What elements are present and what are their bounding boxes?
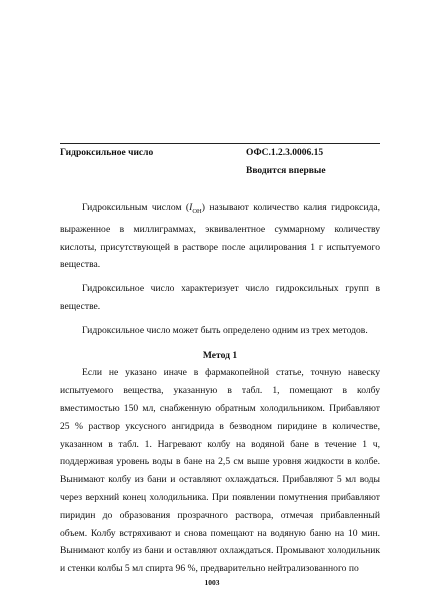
page-number: 1003: [204, 578, 220, 587]
definition-text-end: ) называют количество калия гидроксида, выраженное в миллиграммах, эквивалентное суммарному количеству кислоты, присутствующей в растворе после ацилирования 1 г испытуемого вещества.: [60, 202, 380, 271]
hydroxyl-symbol: I: [189, 202, 193, 213]
definition-text-start: Гидроксильным числом (: [82, 202, 190, 213]
header-divider: [60, 143, 380, 144]
article-title: Гидроксильное число: [60, 148, 154, 158]
paragraph-definition: [60, 199, 380, 274]
article-body: [60, 199, 380, 578]
article-code: ОФС.1.2.3.0006.15: [246, 148, 324, 158]
paragraph-methods: Гидроксильное число может быть определено одним из трех методов.: [82, 325, 368, 337]
method-heading: Метод 1: [202, 349, 238, 361]
paragraph-method-1: Если не указано иначе в фармакопейной статье, точную навеску испытуемого вещества, указанную в табл. 1, помещают в колбу вместимостью 150 мл, снабженную обратным холодильником. Прибавляют 25 % раствор уксусного ангидрида в безводном пиридине в количестве, указанном в табл. 1. Нагревают колбу на водяной бане в течение 1 ч, поддерживая уровень воды в бане на 2,5 см выше уровня жидкости в колбе. Вынимают колбу из бани и оставляют охлаждаться. Прибавляют 5 мл воды через верхний конец холодильника. При появлении помутнения прибавляют пиридин до образования прозрачного раствора, отмечая прибавленный объем. Колбу встряхивают и снова помещают на водяную баню на 10 мин. Вынимают колбу из бани и оставляют охлаждаться. Промывают холодильник и стенки колбы 5 мл спирта 96 %, предварительно нейтрализованного по: [60, 367, 380, 575]
article-status: Вводится впервые: [246, 166, 326, 176]
hydroxyl-subscript: OH: [192, 207, 202, 215]
paragraph-characterization: Гидроксильное число характеризует число гидроксильных групп в веществе.: [60, 283, 380, 313]
